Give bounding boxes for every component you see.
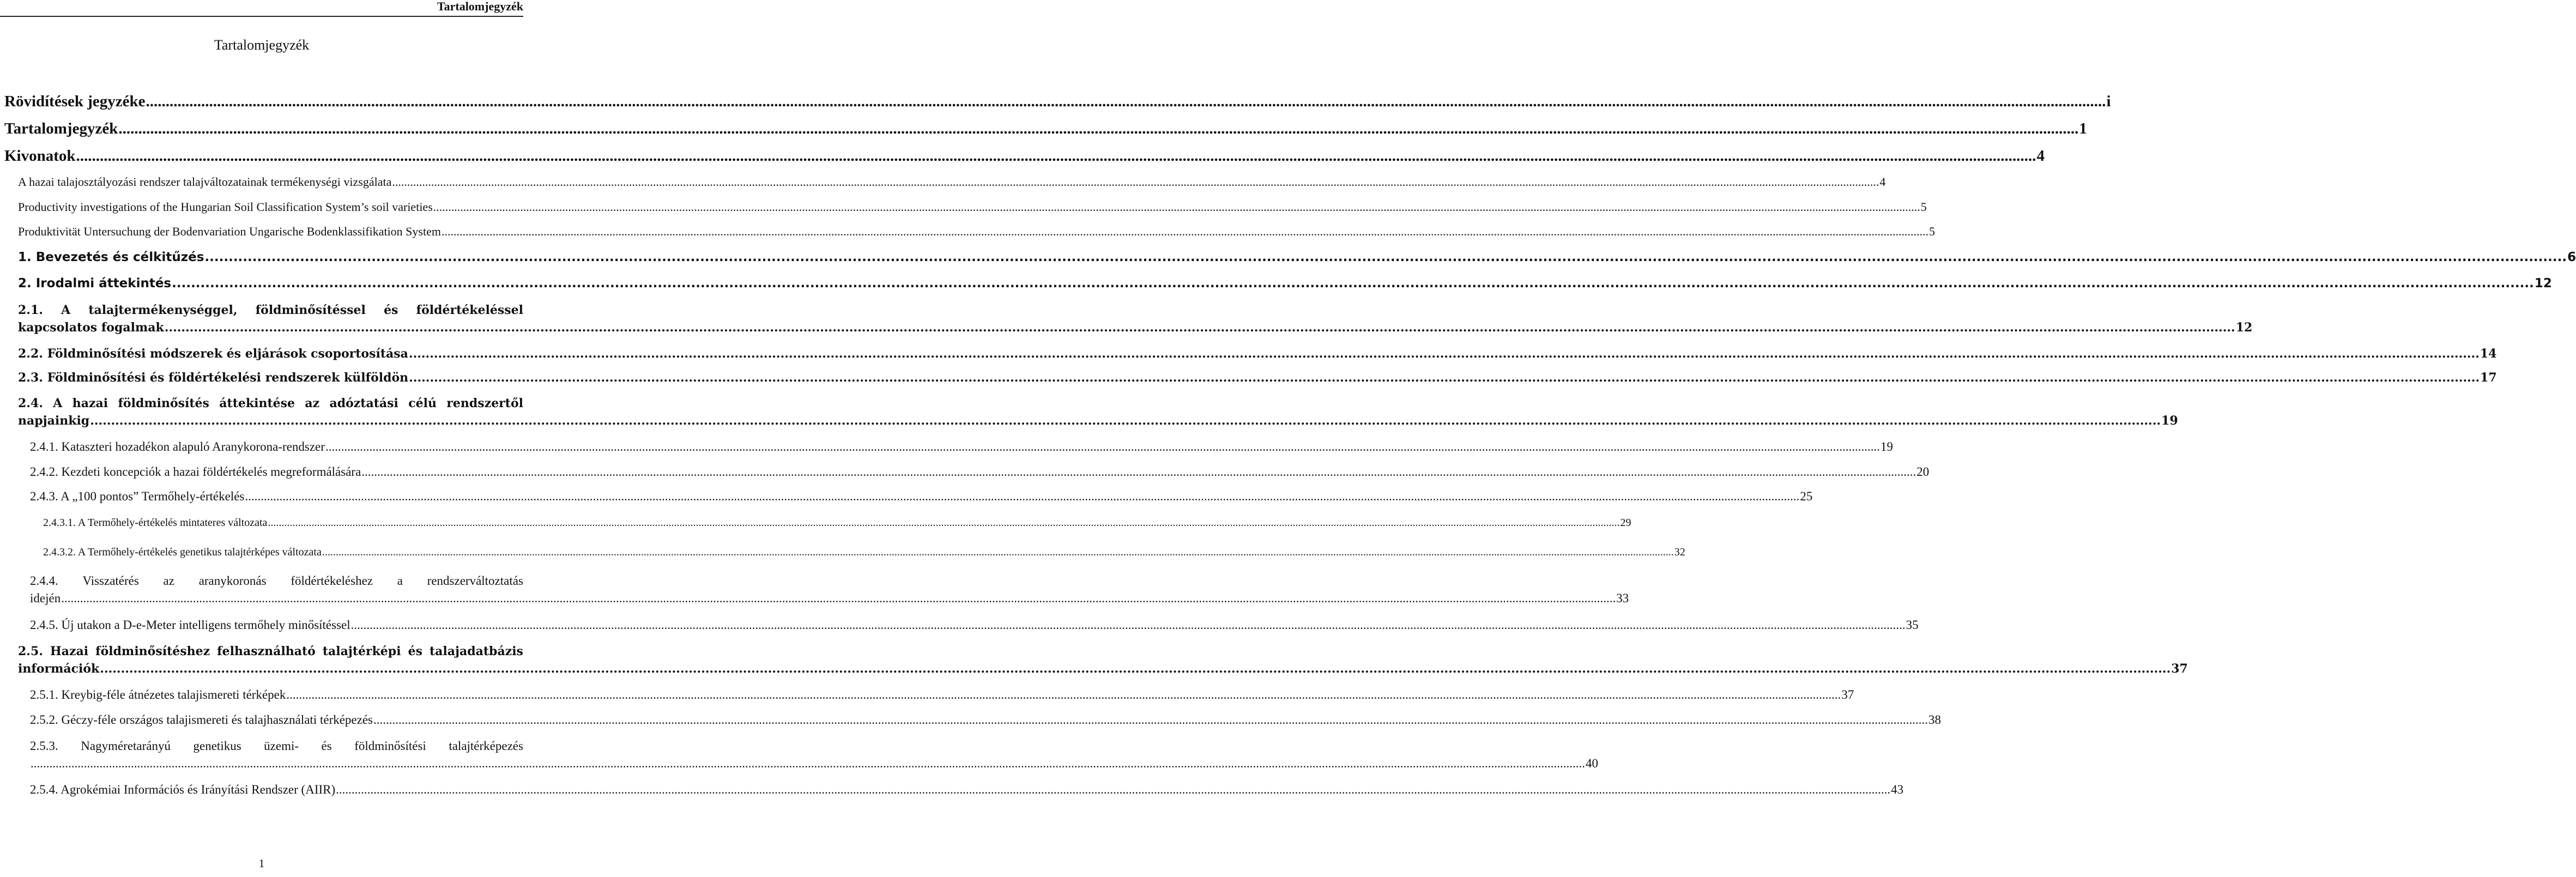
toc-entry-title: 2.4.5. Új utakon a D-e-Meter intelligens termőhely minősítéssel [30, 618, 350, 632]
leader-dots [286, 688, 1841, 702]
toc-entry-title: Produktivität Untersuchung der Bodenvariation Ungarische Bodenklassifikation System [18, 225, 441, 238]
leader-dots [392, 175, 1879, 189]
toc-page-number: 37 [1841, 688, 1854, 701]
toc-page-number: 12 [2534, 276, 2552, 291]
word: felhasználható [217, 644, 316, 658]
toc-entry-abbreviations[interactable] [4, 93, 2111, 111]
word: földminősítés [118, 396, 209, 410]
toc-page-number: 20 [1916, 465, 1930, 479]
leader-dots [361, 465, 1916, 479]
leader-dots [118, 120, 2078, 138]
toc-entry-2-5-4[interactable] [30, 783, 1904, 797]
toc-entry-2-5-line2[interactable] [18, 662, 2188, 676]
leader-dots [172, 276, 2534, 291]
leader-dots [325, 440, 1880, 454]
leader-dots [409, 347, 2480, 361]
toc-entry-title: 2.4.3. A „100 pontos” Termőhely-értékelés [30, 489, 245, 503]
leader-dots [336, 783, 1890, 797]
toc-page-number: 17 [2480, 371, 2497, 385]
toc-page-number: 14 [2480, 347, 2497, 361]
toc-page-number: 19 [2161, 414, 2178, 428]
toc-entry-2-5-3-line2[interactable] [30, 757, 1598, 771]
toc-entry-title: 2.2. Földminősítési módszerek és eljárások csoportosítása [18, 347, 408, 361]
word: aranykoronás [198, 574, 267, 588]
toc-entry-title: 2.4.1. Kataszteri hozadékon alapuló Aranykorona-rendszer [30, 440, 325, 453]
toc-entry-2-5-2[interactable] [30, 713, 1942, 727]
leader-dots [146, 93, 2106, 111]
toc-page-number: 32 [1674, 546, 1685, 558]
toc-page-number: 4 [1879, 175, 1886, 189]
word: talajtermékenységgel, [88, 303, 238, 317]
toc-page-number: 25 [1800, 489, 1813, 503]
toc-entry-title: napjainkig [18, 414, 90, 428]
toc-page-number: 1 [2079, 120, 2087, 137]
toc-entry-2-4-3-2[interactable] [43, 546, 1685, 559]
toc-entry-title: idején [30, 591, 61, 605]
toc-entry-2-2[interactable] [18, 347, 2497, 361]
toc-entry-2-4-2[interactable] [30, 465, 1930, 479]
toc-entry-title: A hazai talajosztályozási rendszer talajváltozatainak termékenységi vizsgálata [18, 175, 392, 189]
word: A [53, 396, 63, 410]
toc-entry-title: 2.4.3.1. A Termőhely-értékelés mintateres változata [43, 517, 268, 529]
word: 2.4. [18, 396, 43, 410]
toc-page-number: 19 [1880, 440, 1893, 453]
word: adóztatási [329, 396, 398, 410]
word: üzemi- [264, 739, 299, 753]
toc-entry-abstract-hu[interactable] [18, 175, 1886, 189]
page-number: 1 [258, 857, 265, 870]
word: földértékeléssel [416, 303, 523, 317]
toc-page-number: 33 [1616, 591, 1629, 605]
word: Nagyméretarányú [81, 739, 171, 753]
word: földminősítési [354, 739, 426, 753]
leader-dots [31, 757, 1585, 771]
word: a [397, 574, 403, 588]
word: földminősítéshez [95, 644, 210, 658]
toc-entry-title: kapcsolatos fogalmak [18, 320, 164, 335]
word: hazai [72, 396, 108, 410]
word: A [61, 303, 71, 317]
toc-entry-title: Kivonatok [4, 147, 76, 165]
toc-page-number: 43 [1891, 783, 1904, 796]
toc-entry-title: Productivity investigations of the Hungarian Soil Classification System’s soil varieties [18, 200, 433, 214]
toc-entry-2-4-3-1[interactable] [43, 517, 1631, 529]
toc-entry-2-5-1[interactable] [30, 688, 1854, 702]
toc-entry-2-4-5[interactable] [30, 618, 1919, 632]
word: az [305, 396, 320, 410]
toc-page-number: 5 [1928, 225, 1935, 238]
toc-entry-2-5-3-line1[interactable] [30, 739, 523, 753]
toc-page-number: 29 [1620, 517, 1631, 529]
word: Visszatérés [82, 574, 139, 588]
toc-entry-title: Tartalomjegyzék [4, 120, 118, 137]
toc-entry-2-4-line1[interactable] [18, 396, 523, 410]
toc-entry-title: 2. Irodalmi áttekintés [18, 276, 172, 291]
toc-entry-2-4-4-line1[interactable] [30, 574, 523, 588]
word: célú [408, 396, 437, 410]
toc-entry-2-3[interactable] [18, 371, 2497, 385]
toc-page-number: i [2106, 93, 2111, 110]
word: talajtérképi [322, 644, 401, 658]
toc-entry-chapter-1[interactable] [18, 250, 2576, 264]
word: 2.5. [18, 644, 43, 658]
word: Hazai [50, 644, 89, 658]
toc-entry-title: 1. Bevezetés és célkitűzés [18, 250, 204, 264]
toc-entry-title: Rövidítések jegyzéke [4, 93, 146, 110]
running-header: Tartalomjegyzék [437, 0, 523, 13]
leader-dots [76, 147, 2036, 165]
word: rendszertől [446, 396, 523, 410]
toc-page-number: 6 [2567, 250, 2576, 264]
header-rule [0, 16, 523, 17]
toc-entry-title: 2.4.2. Kezdeti koncepciók a hazai földértékelés megreformálására [30, 465, 361, 479]
word: talajadatbázis [430, 644, 523, 658]
toc-entry-contents[interactable] [4, 120, 2087, 138]
toc-entry-chapter-2[interactable] [18, 276, 2552, 291]
leader-dots [433, 200, 1920, 214]
toc-entry-abstracts[interactable] [4, 147, 2045, 165]
word: rendszerváltoztatás [427, 574, 523, 588]
word: az [163, 574, 174, 588]
toc-page-number: 35 [1906, 618, 1919, 632]
toc-entry-abstract-de[interactable] [18, 225, 1935, 239]
leader-dots [268, 517, 1619, 529]
word: genetikus [193, 739, 241, 753]
leader-dots [373, 713, 1928, 727]
leader-dots [409, 371, 2480, 385]
toc-entry-title: 2.5.2. Géczy-féle országos talajismereti és talajhasználati térképezés [30, 713, 373, 727]
leader-dots [204, 250, 2567, 264]
toc-entry-2-4-4-line2[interactable] [30, 591, 1629, 606]
toc-entry-2-1-line1[interactable] [18, 303, 523, 317]
word: talajtérképezés [449, 739, 523, 753]
leader-dots [165, 320, 2235, 335]
word: földminősítéssel [255, 303, 366, 317]
toc-page-number: 38 [1928, 713, 1942, 727]
toc-entry-abstract-en[interactable] [18, 200, 1927, 214]
word: és [408, 644, 422, 658]
leader-dots [322, 546, 1674, 559]
toc-page-number: 37 [2171, 662, 2188, 676]
toc-entry-2-4-line2[interactable] [18, 414, 2178, 428]
leader-dots [351, 618, 1906, 632]
word: 2.1. [18, 303, 43, 317]
leader-dots [245, 489, 1799, 504]
leader-dots [90, 414, 2161, 428]
toc-page-number: 40 [1586, 757, 1598, 770]
toc-entry-title: 2.5.1. Kreybig-féle átnézetes talajismereti térképek [30, 688, 286, 701]
document-title: Tartalomjegyzék [214, 37, 310, 53]
leader-dots [100, 662, 2170, 676]
toc-entry-2-4-3[interactable] [30, 489, 1813, 504]
toc-entry-2-5-line1[interactable] [18, 644, 523, 658]
word: 2.5.3. [30, 739, 58, 753]
leader-dots [442, 225, 1928, 239]
word: és [384, 303, 398, 317]
toc-entry-2-4-1[interactable] [30, 440, 1893, 454]
toc-page-number: 5 [1920, 200, 1927, 214]
word: 2.4.4. [30, 574, 58, 588]
toc-entry-title: 2.5.4. Agrokémiai Információs és Irányítási Rendszer (AIIR) [30, 783, 336, 796]
word: áttekintése [219, 396, 295, 410]
leader-dots [61, 591, 1616, 606]
word: földértékeléshez [291, 574, 373, 588]
toc-entry-2-1-line2[interactable] [18, 320, 2253, 335]
word: és [321, 739, 332, 753]
toc-page-number: 4 [2036, 147, 2045, 165]
toc-page-number: 12 [2235, 320, 2253, 335]
toc-entry-title: 2.3. Földminősítési és földértékelési rendszerek külföldön [18, 371, 409, 385]
toc-entry-title: információk [18, 662, 100, 676]
toc-entry-title: 2.4.3.2. A Termőhely-értékelés genetikus talajtérképes változata [43, 546, 322, 558]
